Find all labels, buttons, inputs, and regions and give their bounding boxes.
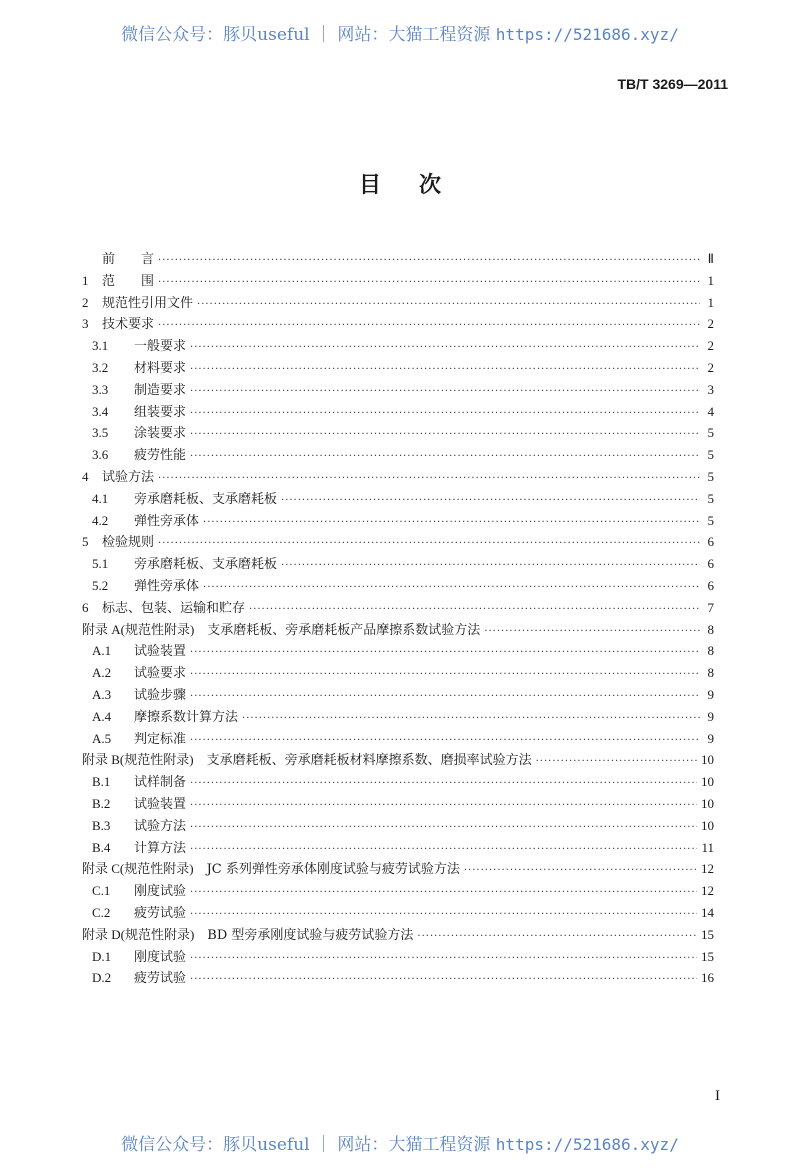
toc-entry[interactable] [82, 510, 714, 532]
toc-entry-page: 8 [707, 665, 714, 681]
toc-entry-number: C.1 [92, 883, 111, 899]
dot-leader [190, 446, 700, 468]
toc-entry-label: 一般要求 [134, 339, 187, 355]
toc-entry-page: 5 [707, 447, 714, 463]
watermark-bottom [0, 1130, 800, 1155]
toc-entry-number: A.1 [92, 643, 112, 659]
toc-entry[interactable] [82, 706, 714, 728]
toc-entry[interactable] [82, 684, 714, 706]
toc-entry-label: 判定标准 [134, 731, 187, 747]
toc-entry-label: 试验装置 [134, 644, 187, 660]
toc-entry-number: D.2 [92, 970, 112, 986]
toc-entry-number: 5 [82, 534, 89, 550]
dot-leader [190, 969, 697, 991]
toc-entry-label: 检验规则 [102, 535, 155, 551]
dot-leader [242, 708, 700, 730]
toc-entry[interactable] [82, 313, 714, 335]
toc-entry[interactable] [82, 488, 714, 510]
dot-leader [190, 904, 697, 926]
toc-entry-label: 旁承磨耗板、支承磨耗板 [134, 557, 278, 573]
dot-leader [281, 555, 700, 577]
toc-entry-number: 2 [82, 294, 89, 310]
toc-entry[interactable] [82, 902, 714, 924]
toc-entry-number: 4.1 [92, 490, 109, 506]
toc-entry-page: 10 [701, 817, 714, 833]
dot-leader [281, 490, 700, 512]
watermark-url: https://521686.xyz/ [495, 1135, 679, 1154]
toc-entry[interactable] [82, 379, 714, 401]
toc-entry-label: 材料要求 [134, 360, 187, 376]
dot-leader [190, 795, 697, 817]
toc-entry-page: 1 [707, 294, 714, 310]
toc-entry-label: 前 言 [102, 252, 155, 267]
dot-leader [190, 817, 697, 839]
dot-leader [190, 424, 700, 446]
toc-entry-number: A.3 [92, 686, 112, 702]
toc-entry-page: 8 [707, 621, 714, 637]
toc-entry-number: C.2 [92, 904, 111, 920]
toc-entry-label: 试验要求 [134, 666, 187, 682]
toc-entry-label: 标志、包装、运输和贮存 [102, 600, 246, 616]
watermark-top [0, 20, 800, 45]
toc-entry-label: 试验方法 [102, 469, 155, 485]
toc-entry-number: 附录 A(规范性附录) [82, 621, 195, 637]
toc-entry-page: 5 [707, 468, 714, 484]
toc-entry-number: 3.4 [92, 403, 109, 419]
toc-entry-label: 支承磨耗板、旁承磨耗板产品摩擦系数试验方法 [194, 622, 481, 638]
toc-entry-page: 15 [701, 926, 714, 942]
toc-entry[interactable] [82, 662, 714, 684]
toc-entry-label: 试验装置 [134, 796, 187, 812]
toc-entry-number: A.5 [92, 730, 112, 746]
toc-entry-page: 14 [701, 904, 714, 920]
toc-entry-page: 10 [701, 752, 714, 768]
dot-leader [158, 468, 700, 490]
page-number: I [715, 1088, 720, 1104]
toc-entry[interactable] [82, 401, 714, 423]
toc-entry-number: B.1 [92, 774, 111, 790]
toc-entry-page: 10 [701, 795, 714, 811]
toc-entry[interactable] [82, 335, 714, 357]
toc-entry-page: 6 [707, 556, 714, 572]
dot-leader [158, 272, 700, 294]
toc-entry-number: 附录 B(规范性附录) [82, 752, 194, 768]
toc-entry-page: 12 [701, 861, 714, 877]
toc-entry-label: BD 型旁承刚度试验与疲劳试验方法 [194, 927, 414, 943]
toc-entry-page: 8 [707, 643, 714, 659]
dot-leader [197, 294, 700, 316]
toc-entry-label: 疲劳试验 [134, 971, 187, 987]
toc-entry-page: 9 [707, 730, 714, 746]
dot-leader [190, 773, 697, 795]
toc-entry-label: JC 系列弹性旁承体刚度试验与疲劳试验方法 [193, 862, 460, 878]
toc-entry[interactable] [82, 640, 714, 662]
toc-entry[interactable] [82, 749, 714, 771]
toc-entry-number: 3.5 [92, 425, 109, 441]
dot-leader [190, 730, 700, 752]
toc-entry-number: B.4 [92, 839, 111, 855]
toc-entry-label: 弹性旁承体 [134, 513, 200, 529]
dot-leader [190, 403, 700, 425]
toc-entry-number: B.3 [92, 817, 111, 833]
watermark-url: https://521686.xyz/ [495, 25, 679, 44]
toc-entry-label: 规范性引用文件 [102, 295, 194, 311]
dot-leader [464, 860, 697, 882]
toc-entry[interactable] [82, 793, 714, 815]
toc-entry-page: 1 [707, 272, 714, 288]
toc-entry[interactable] [82, 771, 714, 793]
toc-entry-page: 9 [707, 686, 714, 702]
dot-leader [190, 381, 700, 403]
toc-entry-page: 10 [701, 774, 714, 790]
toc-entry-number: 4 [82, 468, 89, 484]
toc-entry-label: 支承磨耗板、旁承磨耗板材料摩擦系数、磨损率试验方法 [193, 753, 532, 769]
toc-entry-page: 6 [707, 534, 714, 550]
toc-entry-label: 试验方法 [134, 818, 187, 834]
dot-leader [190, 337, 700, 359]
toc-entry-label: 涂装要求 [134, 426, 187, 442]
toc-entry-label: 刚度试验 [134, 949, 187, 965]
toc-entry-page: 2 [707, 338, 714, 354]
toc-entry[interactable] [82, 531, 714, 553]
toc-entry-number: A.2 [92, 665, 112, 681]
dot-leader [190, 686, 700, 708]
dot-leader [158, 533, 700, 555]
page-title: 目次 [358, 173, 479, 198]
dot-leader [203, 577, 700, 599]
toc-entry-page: 3 [707, 381, 714, 397]
toc-entry-page: 7 [707, 599, 714, 615]
toc-entry-number: 1 [82, 272, 89, 288]
toc-entry-label: 试样制备 [134, 775, 187, 791]
toc-entry[interactable] [82, 946, 714, 968]
toc-entry-label: 摩擦系数计算方法 [134, 709, 239, 725]
toc-entry[interactable] [82, 858, 714, 880]
dot-leader [536, 751, 697, 773]
toc-entry[interactable] [82, 815, 714, 837]
toc-entry-label: 组装要求 [134, 404, 187, 420]
toc-entry[interactable] [82, 575, 714, 597]
toc-entry[interactable] [82, 924, 714, 946]
toc-entry-number: B.2 [92, 795, 111, 811]
toc-entry-label: 旁承磨耗板、支承磨耗板 [134, 491, 278, 507]
toc-entry[interactable] [82, 880, 714, 902]
toc-entry-page: 5 [707, 512, 714, 528]
toc-entry-page: 6 [707, 577, 714, 593]
watermark-text: 微信公众号：豚贝useful ｜ 网站：大猫工程资源 [121, 25, 496, 45]
toc-entry[interactable] [82, 837, 714, 859]
toc-entry[interactable] [82, 357, 714, 379]
toc-entry-label: 弹性旁承体 [134, 578, 200, 594]
toc-entry-number: 5.1 [92, 556, 109, 572]
toc-entry-number: 附录 C(规范性附录) [82, 861, 194, 877]
table-of-contents [82, 248, 714, 989]
dot-leader [190, 664, 700, 686]
watermark-text: 微信公众号：豚贝useful ｜ 网站：大猫工程资源 [121, 1135, 496, 1155]
dot-leader [158, 250, 700, 272]
dot-leader [190, 839, 697, 861]
toc-entry-number: 3.1 [92, 338, 109, 354]
toc-entry-label: 技术要求 [102, 317, 155, 333]
dot-leader [190, 948, 697, 970]
toc-entry[interactable] [82, 466, 714, 488]
toc-entry[interactable] [82, 422, 714, 444]
toc-entry-label: 疲劳性能 [134, 448, 187, 464]
toc-entry-page: 15 [701, 948, 714, 964]
toc-entry-label: 范 围 [102, 273, 155, 289]
toc-entry-label: 疲劳试验 [134, 905, 187, 921]
toc-entry[interactable] [82, 248, 714, 270]
toc-entry-number: D.1 [92, 948, 112, 964]
toc-entry-number: 6 [82, 599, 89, 615]
toc-entry[interactable] [82, 270, 714, 292]
dot-leader [190, 642, 700, 664]
toc-entry-page: 4 [707, 403, 714, 419]
toc-entry-page: 16 [701, 970, 714, 986]
toc-entry-label: 试验步骤 [134, 687, 187, 703]
toc-entry-page: 5 [707, 425, 714, 441]
toc-entry-number: 3.3 [92, 381, 109, 397]
toc-entry[interactable] [82, 292, 714, 314]
toc-entry-label: 刚度试验 [134, 884, 187, 900]
toc-entry-number: 3.2 [92, 359, 109, 375]
dot-leader [158, 315, 700, 337]
dot-leader [484, 621, 700, 643]
toc-entry-page: 5 [707, 490, 714, 506]
toc-entry[interactable] [82, 728, 714, 750]
dot-leader [249, 599, 700, 621]
toc-entry-label: 制造要求 [134, 382, 187, 398]
toc-entry-page: Ⅱ [707, 251, 714, 266]
toc-entry-number: 附录 D(规范性附录) [82, 926, 195, 942]
toc-entry-page: 11 [701, 839, 714, 855]
dot-leader [190, 882, 697, 904]
toc-entry-label: 计算方法 [134, 840, 187, 856]
standard-number: TB/T 3269—2011 [617, 76, 728, 92]
toc-entry[interactable] [82, 597, 714, 619]
toc-entry-page: 2 [707, 359, 714, 375]
toc-entry-number: 5.2 [92, 577, 109, 593]
toc-entry[interactable] [82, 553, 714, 575]
toc-entry-number: 4.2 [92, 512, 109, 528]
toc-entry-page: 9 [707, 708, 714, 724]
dot-leader [203, 512, 700, 534]
dot-leader [190, 359, 700, 381]
toc-entry[interactable] [82, 967, 714, 989]
toc-entry-page: 12 [701, 883, 714, 899]
toc-entry-number: 3 [82, 316, 89, 332]
toc-entry-page: 2 [707, 316, 714, 332]
dot-leader [417, 926, 697, 948]
toc-entry[interactable] [82, 619, 714, 641]
toc-entry-number: 3.6 [92, 447, 109, 463]
toc-entry[interactable] [82, 444, 714, 466]
toc-entry-number: A.4 [92, 708, 112, 724]
